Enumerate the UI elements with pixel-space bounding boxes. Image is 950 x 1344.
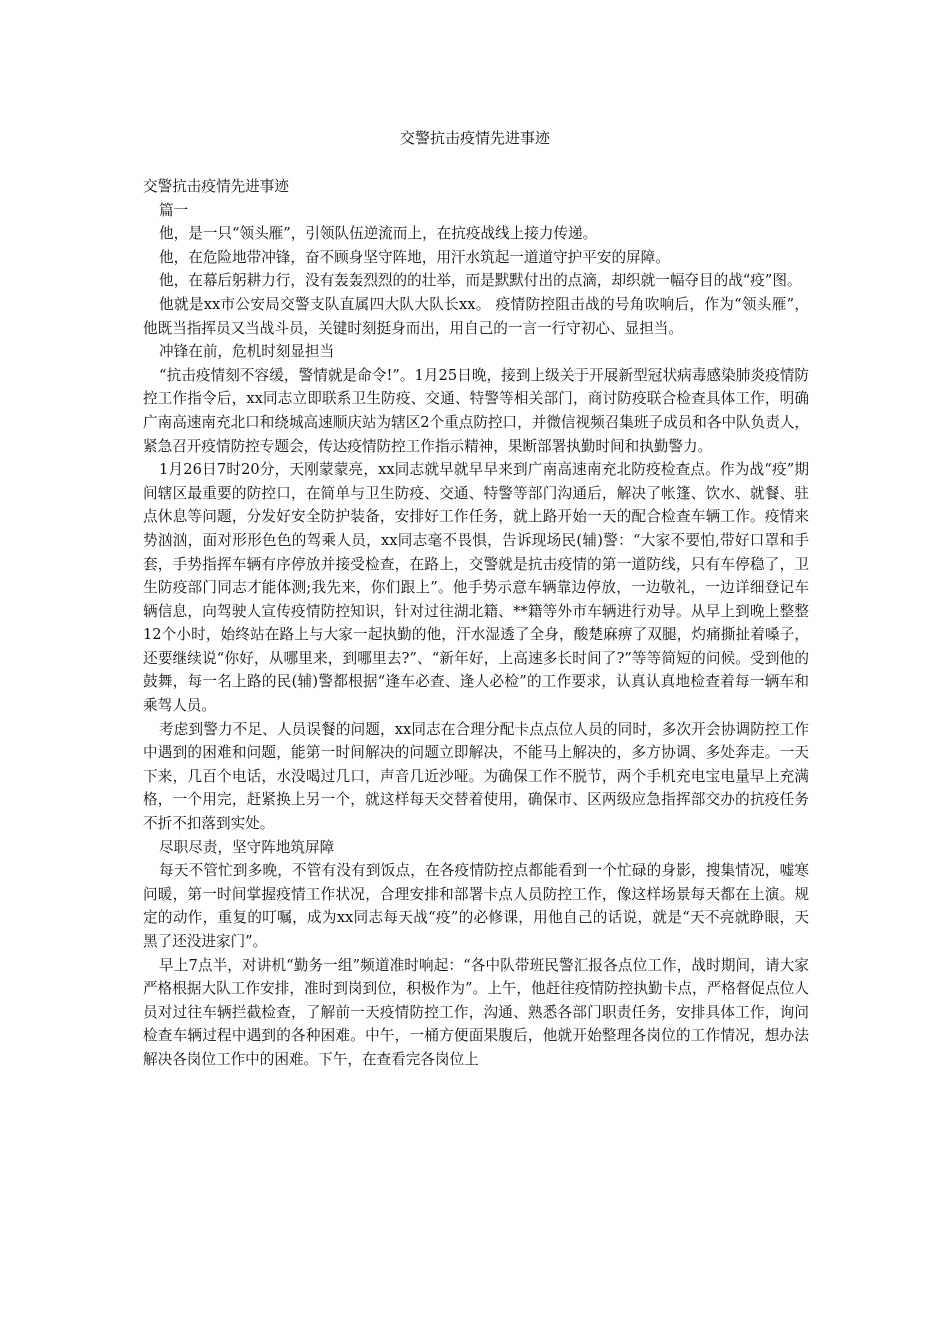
paragraph: 早上7点半，对讲机“勤务一组”频道准时响起：“各中队带班民警汇报各点位工作，战时期间，请大家严格根据大队工作安排，准时到岗到位，积极作为”。上午，他赶往疫情防控执勤卡点，严格督促点位人员对过往车辆拦截检查，了解前一天疫情防控工作，沟通、熟悉各部门职责任务，安排具体工作，询问检查车辆过程中遇到的各种困难。中午，一桶方便面果腹后，他就开始整理各岗位的工作情况，想办法解决各岗位工作中的困难。下午，在查看完各岗位上 <box>143 956 809 1068</box>
paragraph: 考虑到警力不足、人员误餐的问题，xx同志在合理分配卡点点位人员的同时，多次开会协调防控工作中遇到的困难和问题，能第一时间解决的问题立即解决，不能马上解决的，多方协调、多处奔走。一天下来，几百个电话，水没喝过几口，声音几近沙哑。为确保工作不脱节，两个手机充电宝电量早上充满格，一个用完，赶紧换上另一个，就这样每天交替着使用，确保市、区两级应急指挥部交办的抗疫任务不折不扣落到实处。 <box>143 720 809 833</box>
paragraph: 他，在幕后躬耕力行，没有轰轰烈烈的的壮举，而是默默付出的点滴，却织就一幅夺目的战“疫”图。 <box>159 272 802 290</box>
paragraph: “抗击疫情刻不容缓，警情就是命令!”。1月25日晚，接到上级关于开展新型冠状病毒感染肺炎疫情防控工作指令后，xx同志立即联系卫生防疫、交通、特警等相关部门，商讨防疫联合检查具体工作，明确广南高速南充北口和绕城高速顺庆站为辖区2个重点防控口，并微信视频召集班子成员和各中队负责人，紧急召开疫情防控专题会，传达疫情防控工作指示精神，果断部署执勤时间和执勤警力。 <box>143 366 810 455</box>
paragraph: 1月26日7时20分，天刚蒙蒙亮，xx同志就早就早早来到广南高速南充北防疫检查点。作为战“疫”期间辖区最重要的防控口，在简单与卫生防疫、交通、特警等部门沟通后，解决了帐篷、饮水、就餐、驻点休息等问题，分发好安全防护装备，安排好工作任务，就上路开始一天的配合检查车辆工作。疫情来势汹汹，面对形形色色的驾乘人员，xx同志毫不畏惧，告诉现场民(辅)警：“大家不要怕,带好口罩和手套，手势指挥车辆有序停放并接受检查，在路上，交警就是抗击疫情的第一道防线，只有车停稳了，卫生防疫部门同志才能体测;我先来，你们跟上”。他手势示意车辆靠边停放，一边敬礼，一边详细登记车辆信息，向驾驶人宣传疫情防控知识，针对过往湖北籍、**籍等外市车辆进行劝导。从早上到晚上整整12个小时，始终站在路上与大家一起执勤的他，汗水湿透了全身，酸楚麻痹了双腿，灼痛撕扯着嗓子，还要继续说“你好，从哪里来，到哪里去?”、“新年好，上高速多长时间了?”等等简短的问候。受到他的鼓舞，每一名上路的民(辅)警都根据“逢车必查、逢人必检”的工作要求，认真认真地检查着每一辆车和乘驾人员。 <box>143 461 809 715</box>
document-subtitle: 交警抗击疫情先进事迹 <box>143 178 289 195</box>
document-title: 交警抗击疫情先进事迹 <box>399 129 550 147</box>
document-body <box>143 175 809 1072</box>
section-heading: 尽职尽责，坚守阵地筑屏障 <box>159 838 335 856</box>
paragraph: 篇一 <box>159 201 189 219</box>
paragraph: 他就是xx市公安局交警支队直属四大队大队长xx。 疫情防控阻击战的号角吹响后，作为“领头雁”，他既当指挥员又当战斗员，关键时刻挺身而出，用自己的一言一行守初心、显担当。 <box>143 295 809 337</box>
paragraph: 每天不管忙到多晚，不管有没有到饭点，在各疫情防控点都能看到一个忙碌的身影，搜集情况，嘘寒问暖，第一时间掌握疫情工作状况，合理安排和部署卡点人员防控工作，像这样场景每天都在上演。规定的动作，重复的叮嘱，成为xx同志每天战“疫”的必修课，用他自己的话说，就是“天不亮就睁眼，天黑了还没进家门”。 <box>143 862 809 950</box>
section-heading: 冲锋在前，危机时刻显担当 <box>159 343 335 361</box>
paragraph: 他，是一只“领头雁”，引领队伍逆流而上，在抗疫战线上接力传递。 <box>159 225 598 243</box>
paragraph: 他，在危险地带冲锋，奋不顾身坚守阵地，用汗水筑起一道道守护平安的屏障。 <box>159 248 670 266</box>
